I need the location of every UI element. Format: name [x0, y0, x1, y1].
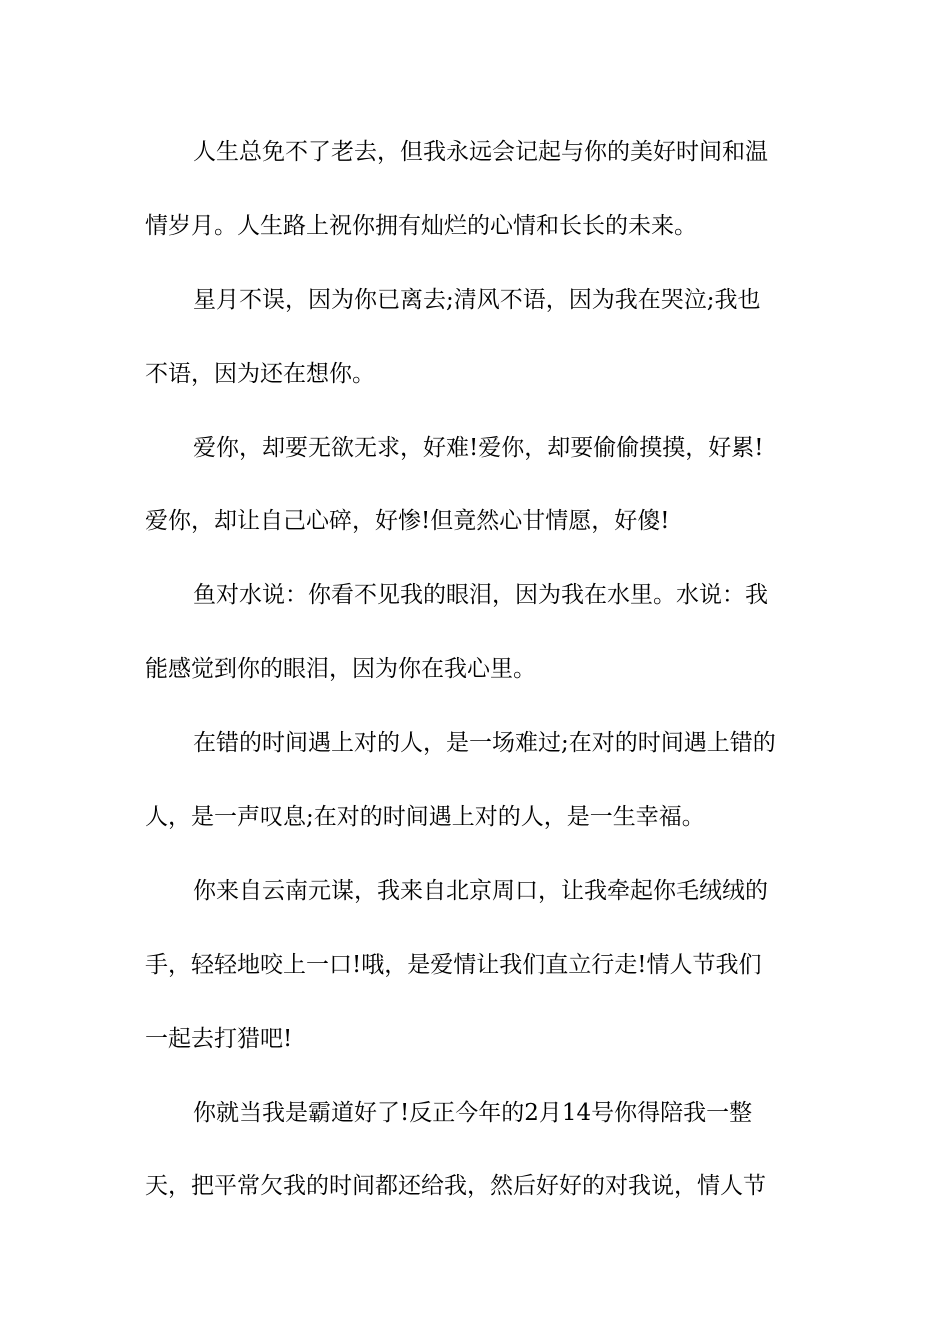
paragraph-2-line-1: 星月不误，因为你已离去;清风不语，因为我在哭泣;我也	[193, 286, 761, 313]
paragraph-7-line-2: 天，把平常欠我的时间都还给我，然后好好的对我说，情人节	[145, 1173, 766, 1200]
paragraph-1-line-1: 人生总免不了老去，但我永远会记起与你的美好时间和温	[193, 139, 768, 165]
paragraph-4-line-2: 能感觉到你的眼泪，因为你在我心里。	[145, 656, 536, 683]
paragraph-6-line-1: 你来自云南元谋，我来自北京周口，让我牵起你毛绒绒的	[193, 877, 768, 904]
paragraph-1-line-2: 情岁月。人生路上祝你拥有灿烂的心情和长长的未来。	[145, 212, 697, 239]
paragraph-6-line-3: 一起去打猎吧!	[145, 1025, 293, 1052]
paragraph-5-line-1: 在错的时间遇上对的人，是一场难过;在对的时间遇上错的	[193, 730, 776, 757]
paragraph-6-line-2: 手，轻轻地咬上一口!哦，是爱情让我们直立行走!情人节我们	[145, 951, 762, 978]
paragraph-3-line-2: 爱你，却让自己心碎，好惨!但竟然心甘情愿，好傻!	[145, 508, 670, 535]
paragraph-4-line-1: 鱼对水说：你看不见我的眼泪，因为我在水里。水说：我	[193, 582, 768, 609]
document-body	[145, 128, 811, 1236]
paragraph-3-line-1: 爱你，却要无欲无求，好难!爱你，却要偷偷摸摸，好累!	[193, 434, 764, 461]
paragraph-2-line-2: 不语，因为还在想你。	[145, 360, 375, 387]
paragraph-5-line-2: 人，是一声叹息;在对的时间遇上对的人，是一生幸福。	[145, 804, 705, 831]
paragraph-7-line-1: 你就当我是霸道好了!反正今年的2月14号你得陪我一整	[193, 1099, 753, 1126]
